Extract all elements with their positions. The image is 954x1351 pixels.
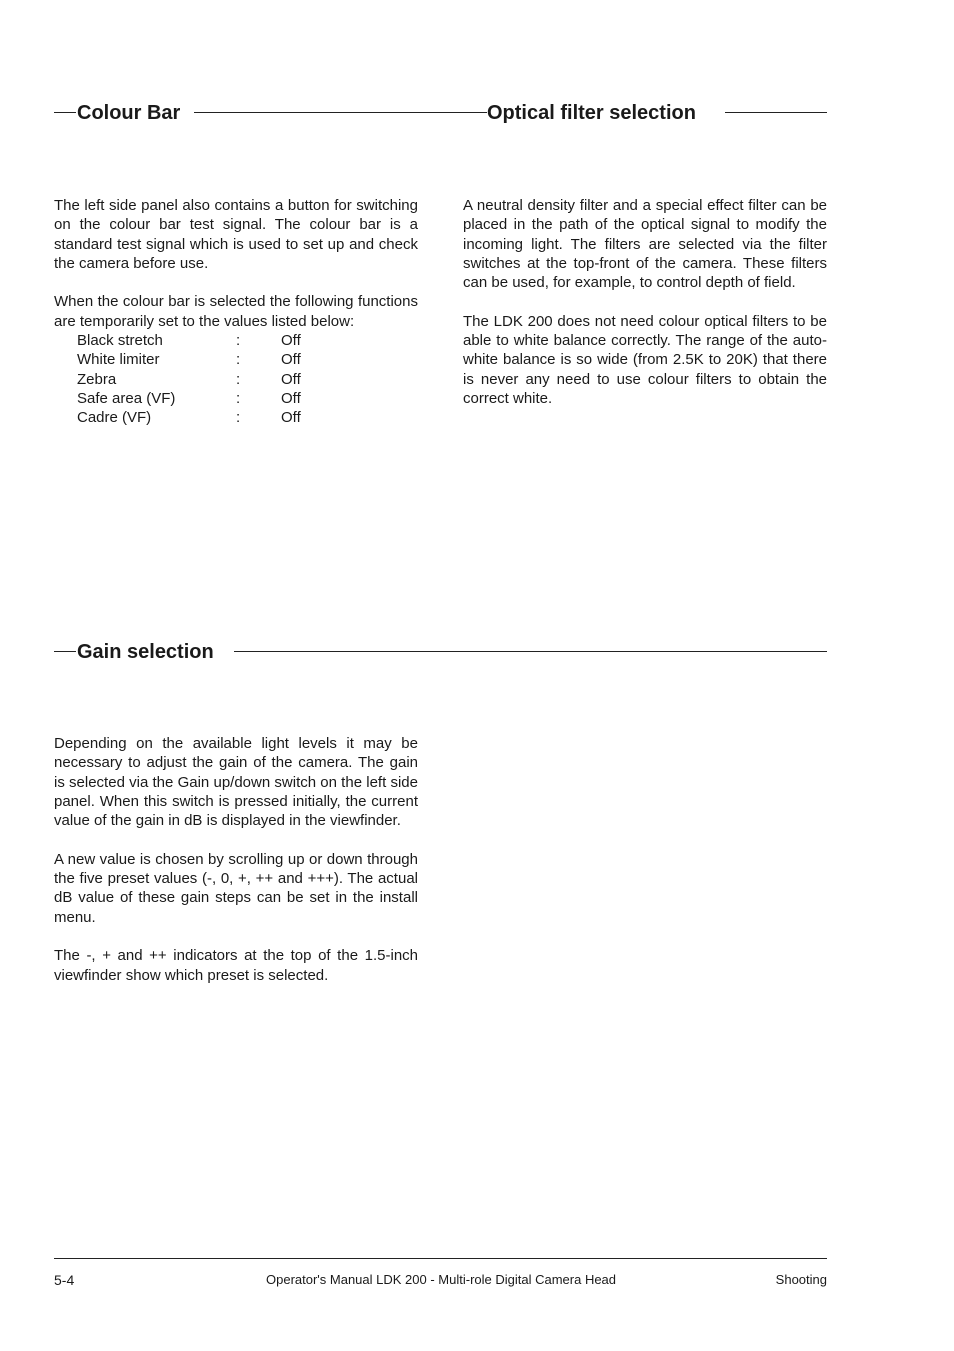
paragraph: Depending on the available light levels it may be necessary to adjust the gain of the camera. The gain is selected via the Gain up/down switch on the left side panel. When this switch is pressed initially, the current value of the gain in dB is displayed in the viewfinder. [54,735,418,830]
paragraph: The -, + and ++ indicators at the top of the 1.5-inch viewfinder show which preset is selected. [54,947,418,984]
heading-rule [194,112,487,113]
function-row [77,370,337,389]
footer-rule [54,1258,827,1259]
chapter-name: Shooting [775,1272,827,1287]
optical-filter-heading [463,101,827,125]
function-row [77,389,337,408]
function-name: White limiter [77,351,160,369]
function-name: Cadre (VF) [77,409,152,427]
function-value: Off [281,409,301,427]
optical-filter-text [463,196,827,408]
paragraph: A new value is chosen by scrolling up or down through the five preset values (-, 0, +, ++ and +++). The actual dB value of these gain steps can be set in the install menu. [54,850,418,926]
colour-bar-function-list [77,331,337,427]
function-separator: : [236,332,241,349]
heading-lead-rule [54,112,76,113]
function-value: Off [281,332,301,349]
function-name: Black stretch [77,332,163,349]
heading-lead-rule [54,651,76,652]
function-separator: : [236,370,241,388]
heading-rule [234,651,827,652]
optical-filter-title: Optical filter selection [487,102,696,124]
function-separator: : [236,409,241,427]
page-number: 5-4 [54,1272,75,1288]
gain-selection-title: Gain selection [77,641,214,663]
colour-bar-heading [54,101,487,125]
function-value: Off [281,351,301,369]
paragraph: A neutral density filter and a special effect filter can be placed in the path of the optical signal to modify the incoming light. The filters are selected via the filter switches at the top-front of the camera. These filters can be used, for example, to control depth of field. [463,197,827,292]
function-name: Safe area (VF) [77,389,176,407]
function-name: Zebra [77,370,117,388]
paragraph: The LDK 200 does not need colour optical filters to be able to white balance correctly. The range of the auto-white balance is so wide (from 2.5K to 20K) that there is never any need to use colour filters to obtain the correct white. [463,312,827,407]
colour-bar-text [54,196,418,331]
function-row [77,408,337,427]
colour-bar-title: Colour Bar [77,102,181,124]
function-value: Off [281,389,301,407]
function-row [77,350,337,369]
function-row [77,331,337,350]
function-separator: : [236,351,241,369]
heading-rule [725,112,827,113]
gain-selection-heading [54,640,827,664]
paragraph: The left side panel also contains a button for switching on the colour bar test signal. The colour bar is a standard test signal which is used to set up and check the camera before use. [54,197,418,272]
manual-title: Operator's Manual LDK 200 - Multi-role Digital Camera Head [266,1272,617,1287]
function-separator: : [236,389,241,407]
paragraph: When the colour bar is selected the following functions are temporarily set to the values listed below: [54,293,418,330]
function-value: Off [281,370,301,388]
gain-selection-text [54,734,418,985]
